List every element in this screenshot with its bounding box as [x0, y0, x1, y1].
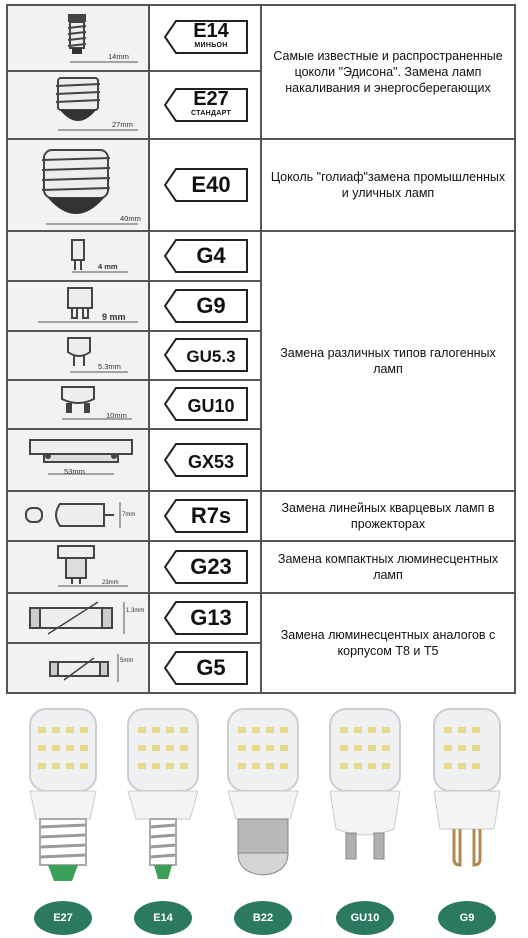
gu10-socket-icon: [8, 381, 148, 428]
socket-table: [6, 4, 516, 694]
bulb-label: B22: [234, 901, 292, 935]
socket-code: R7s: [190, 503, 232, 528]
bulb-label: GU10: [336, 901, 394, 935]
socket-tag-cell: [150, 430, 260, 490]
dimension-label: 4 mm: [98, 262, 118, 271]
socket-code: G4: [196, 243, 226, 268]
socket-tag-r7s: [164, 499, 248, 533]
socket-code: GU5.3: [186, 347, 236, 366]
socket-drawing-gu10: [8, 381, 148, 428]
dimension-label: 10mm: [106, 411, 127, 420]
dimension-label: 5mm: [120, 658, 134, 664]
socket-tag-e14: [164, 20, 248, 54]
g13-socket-icon: [8, 594, 148, 642]
socket-code: G5: [196, 655, 226, 680]
socket-drawing-r7s: [8, 492, 148, 540]
g9-bulb-icon: [420, 705, 514, 905]
dimension-label: 27mm: [112, 120, 133, 129]
socket-tag-cell: [150, 332, 260, 379]
socket-tag-cell: [150, 72, 260, 138]
bulb-label: E27: [34, 901, 92, 935]
socket-code: G9: [196, 293, 226, 318]
dimension-label: 5.3mm: [98, 362, 121, 371]
led-bulb-gu10: [318, 705, 412, 935]
g9-socket-icon: [8, 282, 148, 330]
socket-code: GU10: [187, 396, 235, 416]
socket-tag-e27: [164, 88, 248, 122]
e14-bulb-icon: [116, 705, 210, 905]
socket-code: G23: [190, 554, 232, 579]
socket-drawing-g5: [8, 644, 148, 692]
dimension-label: 40mm: [120, 214, 141, 223]
socket-drawing-g13: [8, 594, 148, 642]
description-edison: Самые известные и распространенные цоколи "Эдисона". Замена ламп накаливания и энергосберегающих: [273, 49, 503, 95]
socket-tag-cell: [150, 6, 260, 70]
dimension-label: 14mm: [108, 52, 129, 61]
socket-tag-g4: [164, 239, 248, 273]
socket-tag-cell: [150, 140, 260, 230]
socket-drawing-e27: [8, 72, 148, 138]
g4-socket-icon: [8, 232, 148, 280]
socket-tag-cell: [150, 282, 260, 330]
description-quartz: Замена линейных кварцевых ламп в прожекторах: [281, 501, 495, 531]
socket-tag-gx53: [164, 443, 248, 477]
g5-socket-icon: [8, 644, 148, 692]
description-fluorescent: Замена люминесцентных аналогов с корпусом Т8 и Т5: [280, 628, 496, 658]
socket-drawing-e14: [8, 6, 148, 70]
description-goliath: Цоколь "голиаф"замена промышленных и уличных ламп: [270, 170, 506, 200]
led-bulb-e14: [116, 705, 210, 935]
bulb-label: E14: [134, 901, 192, 935]
dimension-label: 53mm: [64, 467, 85, 476]
dimension-label: 23mm: [102, 580, 119, 586]
g23-socket-icon: [8, 542, 148, 592]
dimension-label: 7mm: [122, 512, 136, 518]
socket-tag-e40: [164, 168, 248, 202]
e27-bulb-icon: [16, 705, 110, 905]
socket-subtitle: МИНЬОН: [194, 42, 228, 49]
socket-tag-gu10: [164, 387, 248, 421]
description-compact: Замена компактных люминесцентных ламп: [277, 552, 499, 582]
socket-subtitle: СТАНДАРТ: [190, 110, 232, 117]
gu5-3-socket-icon: [8, 332, 148, 379]
socket-tag-g13: [164, 601, 248, 635]
led-bulb-b22: [216, 705, 310, 935]
gx53-socket-icon: [8, 430, 148, 490]
bulb-label: G9: [438, 901, 496, 935]
socket-tag-cell: [150, 594, 260, 642]
socket-drawing-e40: [8, 140, 148, 230]
b22-bulb-icon: [216, 705, 310, 905]
socket-drawing-g9: [8, 282, 148, 330]
socket-drawing-g4: [8, 232, 148, 280]
led-bulb-e27: [16, 705, 110, 935]
gu10-bulb-icon: [318, 705, 412, 905]
dimension-label: 1.3mm: [126, 608, 145, 614]
socket-code: GX53: [187, 452, 235, 472]
socket-tag-cell: [150, 492, 260, 540]
socket-tag-gu5-3: [164, 338, 248, 372]
socket-code: G13: [190, 605, 232, 630]
socket-tag-cell: [150, 381, 260, 428]
socket-code: E14: [193, 20, 229, 42]
socket-tag-g23: [164, 550, 248, 584]
socket-tag-cell: [150, 542, 260, 592]
socket-tag-cell: [150, 232, 260, 280]
socket-code: E27: [193, 88, 229, 110]
led-bulb-g9: [420, 705, 514, 935]
socket-tag-g5: [164, 651, 248, 685]
socket-tag-g9: [164, 289, 248, 323]
socket-drawing-g23: [8, 542, 148, 592]
socket-drawing-gx53: [8, 430, 148, 490]
socket-code: E40: [191, 172, 231, 197]
dimension-label: 9 mm: [102, 312, 126, 322]
socket-tag-cell: [150, 644, 260, 692]
socket-drawing-gu5-3: [8, 332, 148, 379]
description-halogen: Замена различных типов галогенных ламп: [280, 346, 496, 376]
